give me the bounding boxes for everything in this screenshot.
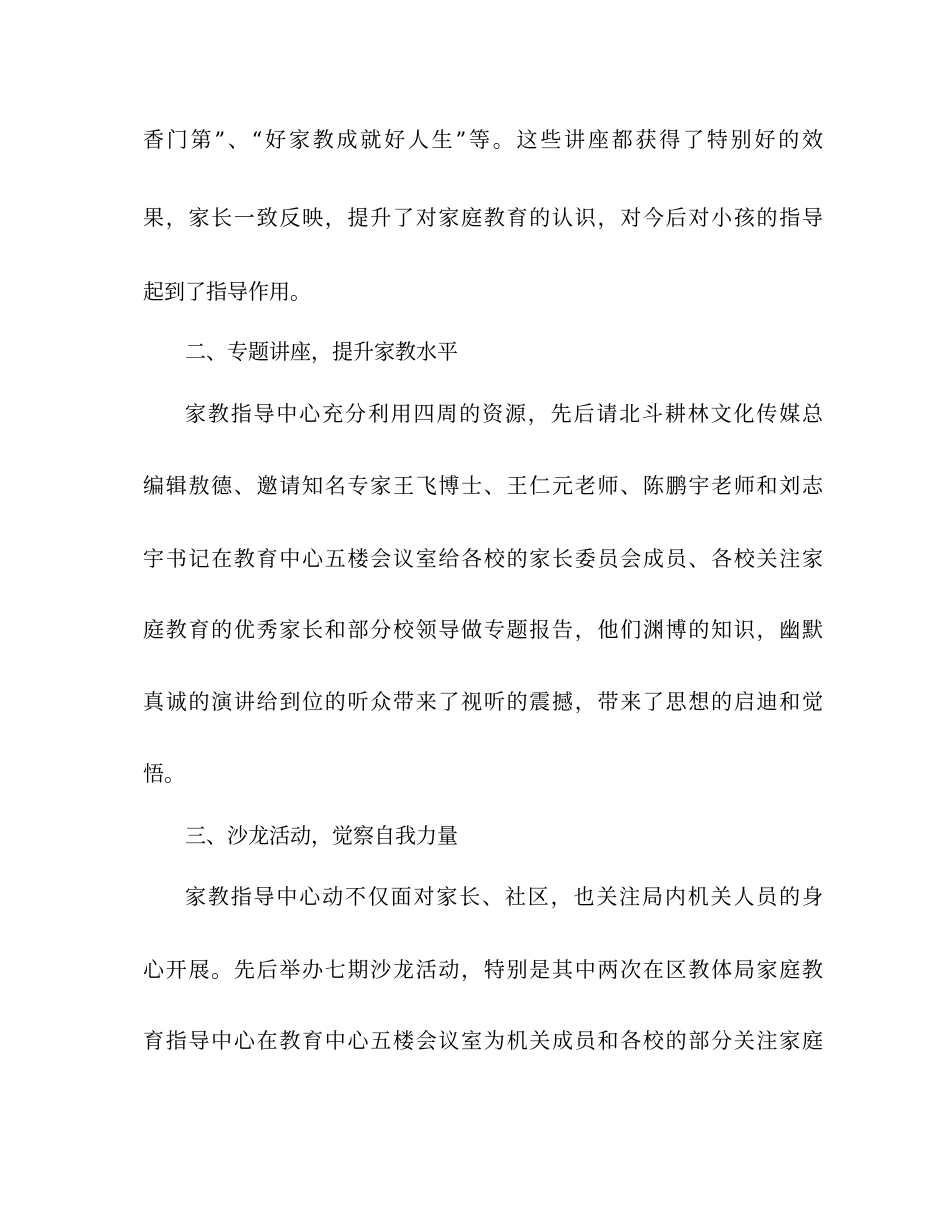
paragraph-line: 育指导中心在教育中心五楼会议室为机关成员和各校的部分关注家庭 xyxy=(143,1029,823,1053)
paragraph-line: 编辑敖德、邀请知名专家王飞博士、王仁元老师、陈鹏宇老师和刘志 xyxy=(143,474,823,498)
paragraph-line: 家教指导中心充分利用四周的资源，先后请北斗耕林文化传媒总 xyxy=(185,402,823,426)
paragraph-line: 悟。 xyxy=(143,762,185,786)
paragraph-line: 果，家长一致反映，提升了对家庭教育的认识，对今后对小孩的指导 xyxy=(143,206,823,230)
paragraph-line: 心开展。先后举办七期沙龙活动，特别是其中两次在区教体局家庭教 xyxy=(143,958,823,982)
paragraph-line: 庭教育的优秀家长和部分校领导做专题报告，他们渊博的知识，幽默 xyxy=(143,618,823,642)
paragraph-line: 起到了指导作用。 xyxy=(143,280,311,304)
paragraph-line: 真诚的演讲给到位的听众带来了视听的震撼，带来了思想的启迪和觉 xyxy=(143,690,823,714)
paragraph-line: 宇书记在教育中心五楼会议室给各校的家长委员会成员、各校关注家 xyxy=(143,547,823,571)
section-heading: 二、专题讲座，提升家教水平 xyxy=(185,340,458,364)
section-heading: 三、沙龙活动，觉察自我力量 xyxy=(185,824,458,848)
paragraph-line: 家教指导中心动不仅面对家长、社区，也关注局内机关人员的身 xyxy=(185,885,823,909)
paragraph-line: 香门第”、“好家教成就好人生”等。这些讲座都获得了特别好的效 xyxy=(143,128,823,152)
